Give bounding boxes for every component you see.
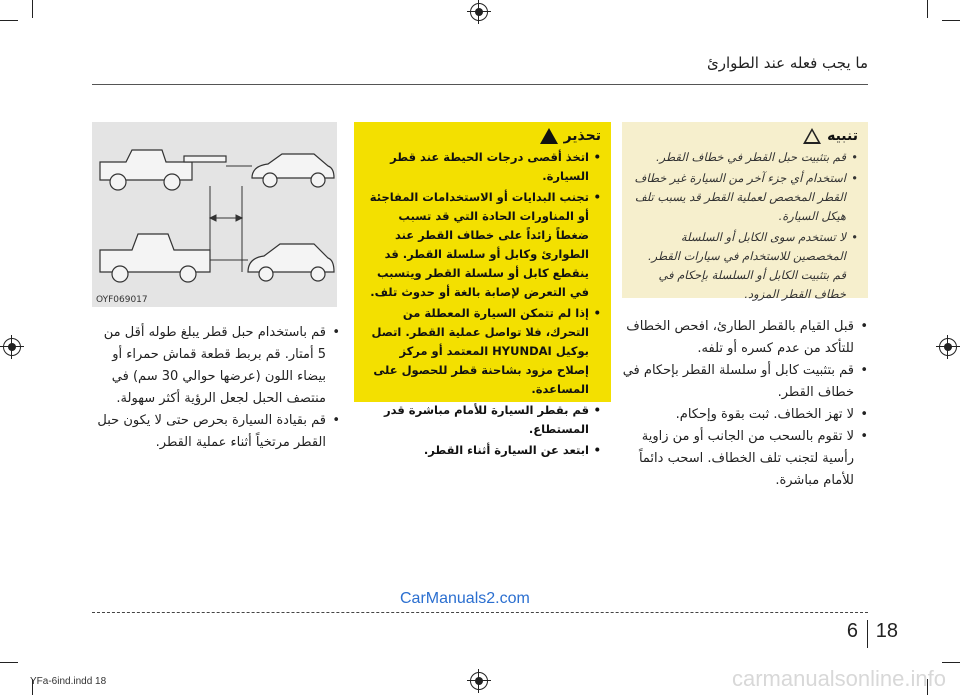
registration-mark-icon [3, 338, 21, 356]
warning-item: • تجنب البدايات أو الاستخدامات المفاجئة أو المناورات الحادة التي قد تسبب ضغطاً زائداً على خطاف القطر عند الطوارئ وكابل أو سلسلة القطر. قد ينقطع كابل أو سلسلة القطر ويتسبب في التعرض لإصابة بالغة أو حدوث تلف. [364, 188, 589, 302]
caution-heading-text: تنبيه [827, 128, 858, 144]
warning-item: • إذا لم تتمكن السيارة المعطلة من التحرك، فلا تواصل عملية القطر. اتصل بوكيل HYUNDAI المعتمد أو مركز إصلاح مزود بشاحنة قطر للحصول على المساعدة. [364, 304, 589, 399]
crop-mark [0, 662, 18, 663]
warning-item: • اتخذ أقصى درجات الحيطة عند قطر السيارة. [364, 148, 589, 186]
caution-item: • استخدام أي جزء آخر من السيارة غير خطاف القطر المخصص لعملية القطر قد يسبب تلف هيكل السيارة. [632, 169, 846, 226]
left-body-list [92, 322, 342, 454]
body-item: • لا تقوم بالسحب من الجانب أو من زاوية رأسية لتجنب تلف الخطاف. اسحب دائماً للأمام مباشرة. [622, 426, 854, 492]
crop-mark [927, 0, 928, 18]
registration-mark-icon [939, 338, 957, 356]
crop-mark [942, 662, 960, 663]
left-body-text [92, 322, 342, 454]
page-number: 18 [875, 620, 898, 642]
towed-car-side-icon [252, 154, 334, 187]
watermark-link[interactable]: CarManuals2.com [400, 590, 530, 607]
right-body-list [622, 316, 870, 492]
page-header-title: ما يجب فعله عند الطوارئ [707, 54, 868, 72]
tow-vehicles-illustration [92, 122, 337, 307]
caution-heading [622, 122, 868, 146]
crop-mark [32, 0, 33, 18]
tow-truck-side-icon [100, 150, 226, 190]
warning-item: • ابتعد عن السيارة أثناء القطر. [364, 441, 589, 460]
warning-heading-text: تحذير [563, 128, 601, 144]
warning-item: • قم بقطر السيارة للأمام مباشرة قدر المستطاع. [364, 401, 589, 439]
pickup-truck-side-icon [100, 234, 210, 282]
footer-filename: YFa-6ind.indd 18 [30, 676, 107, 687]
page-section-number: 6 [846, 620, 858, 642]
towing-illustration [92, 122, 337, 307]
distance-indicator [210, 186, 242, 272]
caution-triangle-icon [803, 128, 821, 144]
registration-mark-icon [470, 672, 488, 690]
towed-car-side-icon [248, 244, 334, 281]
warning-heading [354, 122, 611, 146]
illustration-code: OYF069017 [96, 295, 148, 305]
page-number-separator [867, 620, 868, 648]
caution-list [622, 148, 868, 304]
warning-triangle-icon [540, 128, 558, 144]
caution-box [622, 122, 868, 301]
body-item: • لا تهز الخطاف. ثبت بقوة وإحكام. [622, 404, 854, 426]
warning-box [354, 122, 611, 457]
body-item: • قم بقيادة السيارة بحرص حتى لا يكون حبل القطر مرتخياً أثناء عملية القطر. [92, 410, 326, 454]
caution-item: • قم بتثبيت حبل القطر في خطاف القطر. [632, 148, 846, 167]
crop-mark [942, 20, 960, 21]
caution-item: • لا تستخدم سوى الكابل أو السلسلة المخصصين للاستخدام في سيارات القطر. قم بتثبيت الكابل أو السلسلة بإحكام في خطاف القطر المزود. [632, 228, 846, 304]
bottom-divider [92, 612, 868, 613]
header-divider [92, 84, 868, 85]
registration-mark-icon [470, 3, 488, 21]
body-item: • قم باستخدام حبل قطر يبلغ طوله أقل من 5 أمتار. قم بربط قطعة قماش حمراء أو بيضاء اللون (عرضها حوالي 30 سم) في منتصف الحبل لجعل الرؤية أكثر سهولة. [92, 322, 326, 410]
body-item: • قبل القيام بالقطر الطارئ، افحص الخطاف للتأكد من عدم كسره أو تلفه. [622, 316, 854, 360]
crop-mark [0, 20, 18, 21]
warning-list [354, 148, 611, 460]
footer-site-watermark: carmanualsonline.info [731, 666, 946, 691]
body-item: • قم بتثبيت كابل أو سلسلة القطر بإحكام في خطاف القطر. [622, 360, 854, 404]
right-body-text [622, 316, 870, 492]
